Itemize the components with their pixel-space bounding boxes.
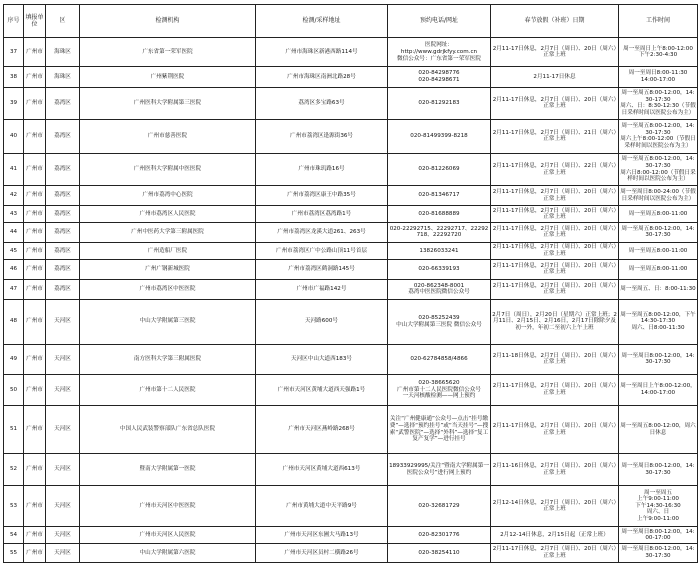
row-district-cell: 荔湾区	[46, 259, 80, 279]
row-org-cell: 广东省第一荣军医院	[80, 38, 256, 67]
row-hours-cell: 周一至周日上午8:00-12:00 下午2:30-4:30	[619, 38, 698, 67]
row-org-cell: 广州市荔湾区人民医院	[80, 206, 256, 223]
row-unit-cell: 广州市	[24, 454, 46, 486]
table-row	[4, 67, 698, 87]
row-district-cell: 荔湾区	[46, 243, 80, 260]
row-unit-cell: 广州市	[24, 186, 46, 206]
row-contact-cell: 020-81688889	[388, 206, 491, 223]
row-hours-cell: 周一至周日8:00-12:00，14:30-17:30	[619, 543, 698, 562]
row-number-cell: 54	[4, 527, 24, 544]
row-number-cell: 47	[4, 279, 24, 299]
row-hours-cell: 周一至周五8:00-12:00，周六日休息	[619, 405, 698, 453]
row-unit-cell: 广州市	[24, 243, 46, 260]
row-number-cell: 52	[4, 454, 24, 486]
row-number-cell: 41	[4, 153, 24, 185]
row-org-cell: 广州市第十二人民医院	[80, 375, 256, 406]
row-number-cell: 55	[4, 543, 24, 562]
row-org-cell: 广州市天河区人民医院	[80, 527, 256, 544]
header-cell-holiday: 春节放假（补班）日期	[491, 5, 619, 38]
table-row	[4, 153, 698, 185]
table-row	[4, 119, 698, 153]
row-contact-cell: 020-81226069	[388, 153, 491, 185]
row-unit-cell: 广州市	[24, 222, 46, 242]
table-row	[4, 206, 698, 223]
row-address-cell: 天河路600号	[256, 299, 388, 344]
table-row	[4, 486, 698, 527]
row-number-cell: 45	[4, 243, 24, 260]
row-holiday-cell: 2月12-14日休息，2月7日（周日）、20日（周六）正常上班	[491, 486, 619, 527]
row-unit-cell: 广州市	[24, 67, 46, 87]
row-holiday-cell: 2月11-17日休息，2月7日（周日）、20日（周六）正常上班	[491, 87, 619, 119]
row-district-cell: 天河区	[46, 375, 80, 406]
row-org-cell: 广州医科大学附属中医医院	[80, 153, 256, 185]
row-contact-cell: 020-82301776	[388, 527, 491, 544]
row-number-cell: 42	[4, 186, 24, 206]
row-unit-cell: 广州市	[24, 259, 46, 279]
header-cell-contact: 预约电话/网址	[388, 5, 491, 38]
row-number-cell: 51	[4, 405, 24, 453]
row-org-cell: 中国人民武装警察部队广东省总队医院	[80, 405, 256, 453]
row-district-cell: 天河区	[46, 527, 80, 544]
row-district-cell: 海珠区	[46, 67, 80, 87]
row-contact-cell: 关注“广州健康通”公众号—点击“挂号缴费”—选择“预约挂号”或“当天挂号”—搜索“武警医院”—选择“外科”—选择“复工复产复学”—进行挂号	[388, 405, 491, 453]
row-unit-cell: 广州市	[24, 375, 46, 406]
row-address-cell: 荔湾区多宝路63号	[256, 87, 388, 119]
row-unit-cell: 广州市	[24, 153, 46, 185]
row-holiday-cell: 2月11-17日休息	[491, 67, 619, 87]
row-address-cell: 广州市荔湾区鹤洞路145号	[256, 259, 388, 279]
row-org-cell: 广州市荔湾中心医院	[80, 186, 256, 206]
row-hours-cell: 周一至周日8:00-12:00，14:30-17:30	[619, 454, 698, 486]
row-address-cell: 广州市海珠区新港西路114号	[256, 38, 388, 67]
table-row	[4, 405, 698, 453]
row-hours-cell: 周一至周日8:00-12:00，14:30-17:30	[619, 344, 698, 375]
header-cell-hours: 工作时间	[619, 5, 698, 38]
table-body	[4, 38, 698, 563]
row-contact-cell: 020-81292183	[388, 87, 491, 119]
table-row	[4, 454, 698, 486]
row-address-cell: 广州市荔湾区逢源街36号	[256, 119, 388, 153]
row-holiday-cell: 2月7日（周日），2月20日（星期六）正常上班；2月11日、2月15日、2月16日，2月17日除除夕及初一外，年初二至初六上午上班	[491, 299, 619, 344]
row-org-cell: 广州市慈善医院	[80, 119, 256, 153]
row-address-cell: 广州市天河区燕岭路268号	[256, 405, 388, 453]
row-district-cell: 天河区	[46, 344, 80, 375]
row-address-cell: 广州市荔湾区广中公路山顶11号首层	[256, 243, 388, 260]
row-district-cell: 天河区	[46, 454, 80, 486]
row-contact-cell: 020-66339193	[388, 259, 491, 279]
row-district-cell: 海珠区	[46, 38, 80, 67]
header-row	[4, 5, 698, 38]
row-holiday-cell: 2月11-17日休息，2月7日（周日）、20日（周六）正常上班	[491, 279, 619, 299]
row-holiday-cell: 2月11-17日休息，2月7日（周日）、20日（周六）正常上班	[491, 375, 619, 406]
row-org-cell: 广州造船厂医院	[80, 243, 256, 260]
row-contact-cell: 020-81499399-8218	[388, 119, 491, 153]
row-number-cell: 46	[4, 259, 24, 279]
row-address-cell: 广州市荔湾区荔湾路1号	[256, 206, 388, 223]
row-address-cell: 广州市天河区黄埔大道西613号	[256, 454, 388, 486]
row-unit-cell: 广州市	[24, 206, 46, 223]
table-row	[4, 299, 698, 344]
table-row	[4, 222, 698, 242]
table-row	[4, 243, 698, 260]
row-unit-cell: 广州市	[24, 119, 46, 153]
row-org-cell: 广州市荔湾区中医医院	[80, 279, 256, 299]
row-unit-cell: 广州市	[24, 527, 46, 544]
row-address-cell: 天河区中山大道西183号	[256, 344, 388, 375]
table-row	[4, 38, 698, 67]
row-contact-cell: 医院网址： http://www.gdrjkfyy.com.cn 微信公众号：广东省第一荣军医院	[388, 38, 491, 67]
row-unit-cell: 广州市	[24, 405, 46, 453]
header-cell-address: 检测/采样地址	[256, 5, 388, 38]
row-holiday-cell: 2月12-14日休息，2月15日起（正常上班）	[491, 527, 619, 544]
row-hours-cell: 周一至周五8:00-11:00	[619, 206, 698, 223]
row-address-cell: 广州市天河区黄埔大道西天强路1号	[256, 375, 388, 406]
row-holiday-cell: 2月11-17日休息，2月7日（周日）、20日（周六）正常上班	[491, 206, 619, 223]
row-org-cell: 广州广钢新城医院	[80, 259, 256, 279]
row-district-cell: 荔湾区	[46, 279, 80, 299]
row-hours-cell: 周一至周日8:00-24:00（节假日采样时间以医院公布为主）	[619, 186, 698, 206]
row-org-cell: 中山大学附属第六医院	[80, 543, 256, 562]
table-row	[4, 279, 698, 299]
table-row	[4, 186, 698, 206]
row-contact-cell: 020-22292715、22292717、22292718、22292720	[388, 222, 491, 242]
row-hours-cell: 周一至周日上午8:00-12:00，14:00-17:00	[619, 375, 698, 406]
row-district-cell: 荔湾区	[46, 222, 80, 242]
testing-sites-table	[3, 4, 698, 563]
row-district-cell: 荔湾区	[46, 206, 80, 223]
row-contact-cell: 020-38254110	[388, 543, 491, 562]
row-number-cell: 44	[4, 222, 24, 242]
row-district-cell: 荔湾区	[46, 186, 80, 206]
table-row	[4, 375, 698, 406]
row-address-cell: 广州市海珠区南洲北路28号	[256, 67, 388, 87]
row-unit-cell: 广州市	[24, 299, 46, 344]
table-row	[4, 87, 698, 119]
row-address-cell: 广州市广福路142号	[256, 279, 388, 299]
row-hours-cell: 周一至周五8:00-12:00，14:30-17:30 周六、日：8:30-12:30（节假日采样时间以医院公布为主）	[619, 87, 698, 119]
row-hours-cell: 周一至周五 上午9:00-11:00 下午14:30-16:30 周六、日 上午9:00-11:00	[619, 486, 698, 527]
row-contact-cell: 020-32681729	[388, 486, 491, 527]
row-district-cell: 荔湾区	[46, 153, 80, 185]
row-holiday-cell: 2月11-17日休息，2月7日（周日）、20日（周六）正常上班	[491, 405, 619, 453]
row-hours-cell: 周一至周五8:00-12:00，下午14:30-17:30 周六、日8:00-11:30	[619, 299, 698, 344]
row-contact-cell: 13826033241	[388, 243, 491, 260]
row-org-cell: 广州紫荆医院	[80, 67, 256, 87]
row-org-cell: 广州医科大学附属第三医院	[80, 87, 256, 119]
row-number-cell: 49	[4, 344, 24, 375]
row-address-cell: 广州市珠玑路16号	[256, 153, 388, 185]
row-contact-cell: 020-84298776 020-84298671	[388, 67, 491, 87]
row-contact-cell: 020-81346717	[388, 186, 491, 206]
row-holiday-cell: 2月11-17日休息，2月7日（周日）、21日（周六）正常上班	[491, 119, 619, 153]
row-org-cell: 中山大学附属第三医院	[80, 299, 256, 344]
table-row	[4, 344, 698, 375]
table-row	[4, 259, 698, 279]
row-org-cell: 南方医科大学第三附属医院	[80, 344, 256, 375]
row-unit-cell: 广州市	[24, 279, 46, 299]
row-unit-cell: 广州市	[24, 344, 46, 375]
row-org-cell: 暨南大学附属第一医院	[80, 454, 256, 486]
row-contact-cell: 18933929995/关注“暨南大学附属第一医院公众号”进行网上预约	[388, 454, 491, 486]
row-address-cell: 广州市荔湾区康王中路35号	[256, 186, 388, 206]
row-hours-cell: 周一至周五8:00-11:00	[619, 259, 698, 279]
row-contact-cell: 020-85252439 中山大学附属第三医院 微信公众号	[388, 299, 491, 344]
table-row	[4, 527, 698, 544]
row-district-cell: 荔湾区	[46, 119, 80, 153]
row-address-cell: 广州市天河区东圃大马路13号	[256, 527, 388, 544]
row-number-cell: 53	[4, 486, 24, 527]
header-cell-org: 检测机构	[80, 5, 256, 38]
row-district-cell: 天河区	[46, 543, 80, 562]
row-hours-cell: 周一至周五、日：8:00-11:30	[619, 279, 698, 299]
row-holiday-cell: 2月11-16日休息，2月7日（周日）、20日（周六）正常上班	[491, 454, 619, 486]
row-district-cell: 天河区	[46, 405, 80, 453]
row-unit-cell: 广州市	[24, 543, 46, 562]
row-number-cell: 38	[4, 67, 24, 87]
row-holiday-cell: 2月11-17日休息，2月7日（周日）、20日（周六）正常上班	[491, 186, 619, 206]
row-number-cell: 43	[4, 206, 24, 223]
row-hours-cell: 周一至周五8:00-11:00	[619, 243, 698, 260]
row-holiday-cell: 2月11-17日休息，2月7日（周日）、22日（周六）正常上班	[491, 153, 619, 185]
row-unit-cell: 广州市	[24, 486, 46, 527]
row-number-cell: 37	[4, 38, 24, 67]
row-contact-cell: 020-38665620 广州市第十二人民医院微信公众号 一天河核酸检测——网上预约	[388, 375, 491, 406]
row-address-cell: 广州市天河区员村二横路26号	[256, 543, 388, 562]
row-holiday-cell: 2月11-17日休息，2月7日（周日）、20日（周六）正常上班	[491, 243, 619, 260]
table-row	[4, 543, 698, 562]
row-holiday-cell: 2月11-17日休息，2月7日（周日）、20日（周六）正常上班	[491, 543, 619, 562]
header-cell-unit: 填报单位	[24, 5, 46, 38]
row-unit-cell: 广州市	[24, 87, 46, 119]
row-org-cell: 广州中医药大学第三附属医院	[80, 222, 256, 242]
row-number-cell: 39	[4, 87, 24, 119]
row-holiday-cell: 2月11-17日休息，2月7日（周日）、20日（周六）正常上班	[491, 259, 619, 279]
row-district-cell: 天河区	[46, 486, 80, 527]
row-hours-cell: 周一至周日8:00-11:30 14:00-17:00	[619, 67, 698, 87]
row-hours-cell: 周一至周日8:00-12:00，14:00-17:00	[619, 527, 698, 544]
row-holiday-cell: 2月11-18日休息，2月7日（周日）、20日（周六）正常上班	[491, 344, 619, 375]
row-holiday-cell: 2月11-17日休息，2月7日（周日）、20日（周六）正常上班	[491, 222, 619, 242]
row-address-cell: 广州市黄埔大道中天平路9号	[256, 486, 388, 527]
row-org-cell: 广州市天河区中医医院	[80, 486, 256, 527]
row-hours-cell: 周一至周五8:00-12:00，14:30-17:30 周六上午8:00-12:00（节假日采样时间以医院公布为主）	[619, 119, 698, 153]
row-number-cell: 50	[4, 375, 24, 406]
row-contact-cell: 020-862348-8001 荔湾中医医院微信公众号	[388, 279, 491, 299]
row-unit-cell: 广州市	[24, 38, 46, 67]
row-district-cell: 天河区	[46, 299, 80, 344]
row-address-cell: 广州市荔湾区龙溪大道261、263号	[256, 222, 388, 242]
row-district-cell: 荔湾区	[46, 87, 80, 119]
row-contact-cell: 020-62784858/4866	[388, 344, 491, 375]
header-cell-district: 区	[46, 5, 80, 38]
row-number-cell: 40	[4, 119, 24, 153]
row-hours-cell: 周一至周五8:00-12:00，14:30-17:30	[619, 222, 698, 242]
row-hours-cell: 周一至周五8:00-12:00，14:30-17:30 周六日8:00-12:00（节假日采样时间以医院公布为主）	[619, 153, 698, 185]
header-cell-no: 序号	[4, 5, 24, 38]
row-holiday-cell: 2月11-17日休息，2月7日（周日）、20日（周六）正常上班	[491, 38, 619, 67]
row-number-cell: 48	[4, 299, 24, 344]
